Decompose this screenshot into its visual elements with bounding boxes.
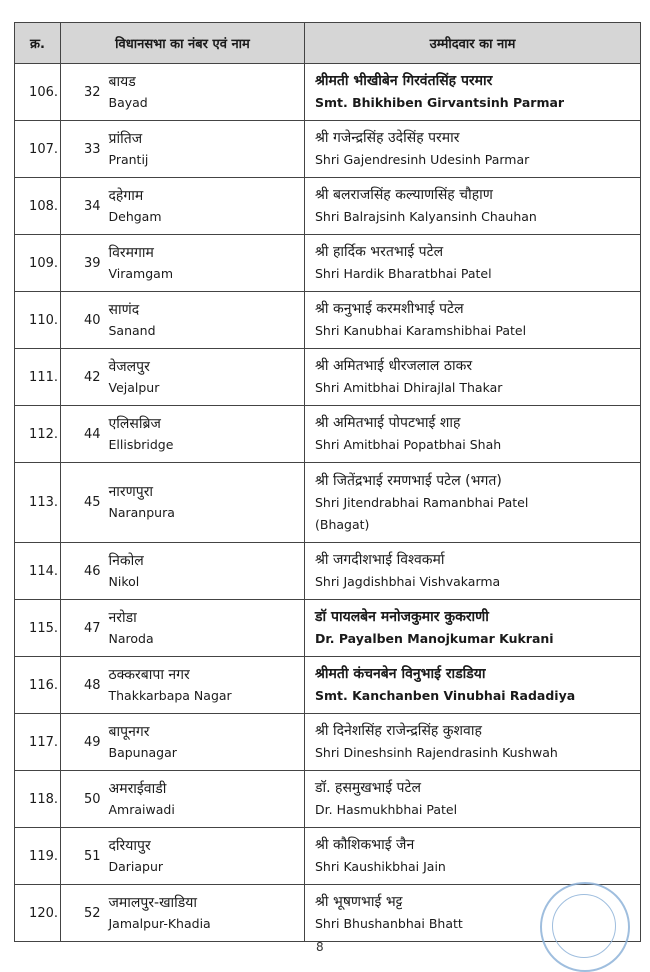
constituency-name-hindi: बायड	[108, 73, 136, 90]
candidate-name-english: Shri Kanubhai Karamshibhai Patel	[315, 323, 527, 338]
constituency-name-english: Ellisbridge	[108, 436, 174, 452]
constituency-name-hindi: नरोडा	[108, 609, 137, 626]
constituency-name-hindi: दरियापुर	[108, 837, 151, 854]
candidate-name-hindi: श्री दिनेशसिंह राजेन्द्रसिंह कुशवाह	[315, 723, 482, 739]
constituency-number: 32	[61, 64, 105, 121]
serial-number: 115.	[15, 600, 61, 657]
constituency-name-hindi: बापूनगर	[108, 723, 150, 740]
constituency-name	[105, 657, 305, 714]
constituency-number: 39	[61, 235, 105, 292]
candidate-name-english: Shri Balrajsinh Kalyansinh Chauhan	[315, 209, 537, 224]
constituency-name-english: Viramgam	[108, 265, 173, 281]
candidate-name-hindi: श्री बलराजसिंह कल्याणसिंह चौहाण	[315, 187, 493, 203]
table-row	[15, 121, 641, 178]
candidate-name-english: Shri Jitendrabhai Ramanbhai Patel	[315, 494, 529, 510]
serial-number: 111.	[15, 349, 61, 406]
constituency-name-english: Naroda	[108, 630, 154, 646]
candidate-name	[305, 349, 641, 406]
candidate-table	[14, 22, 641, 942]
candidate-name	[305, 714, 641, 771]
candidate-list-sheet	[14, 22, 640, 942]
header-constituency: विधानसभा का नंबर एवं नाम	[61, 23, 305, 64]
candidate-name-english: Shri Jagdishbhai Vishvakarma	[315, 574, 501, 589]
candidate-name	[305, 543, 641, 600]
table-row	[15, 600, 641, 657]
constituency-number: 33	[61, 121, 105, 178]
table-row	[15, 64, 641, 121]
candidate-name-hindi: डॉ पायलबेन मनोजकुमार कुकराणी	[315, 609, 489, 625]
constituency-number: 40	[61, 292, 105, 349]
header-candidate: उम्मीदवार का नाम	[305, 23, 641, 64]
constituency-name-hindi: एलिसब्रिज	[108, 415, 161, 432]
constituency-name-english: Jamalpur-Khadia	[108, 915, 211, 931]
constituency-name-english: Sanand	[108, 322, 156, 338]
page-number: 8	[316, 940, 324, 954]
candidate-name	[305, 292, 641, 349]
candidate-name	[305, 64, 641, 121]
constituency-name	[105, 178, 305, 235]
table-row	[15, 771, 641, 828]
table-row	[15, 349, 641, 406]
constituency-name-english: Bayad	[108, 94, 148, 110]
candidate-name-english: Dr. Payalben Manojkumar Kukrani	[315, 631, 554, 646]
candidate-name	[305, 600, 641, 657]
constituency-name	[105, 406, 305, 463]
table-row	[15, 235, 641, 292]
constituency-number: 34	[61, 178, 105, 235]
constituency-number: 47	[61, 600, 105, 657]
constituency-name	[105, 600, 305, 657]
candidate-name-english: Shri Amitbhai Dhirajlal Thakar	[315, 380, 503, 395]
table-row	[15, 657, 641, 714]
constituency-number: 42	[61, 349, 105, 406]
constituency-name	[105, 771, 305, 828]
candidate-name-hindi: डॉ. हसमुखभाई पटेल	[315, 780, 422, 796]
constituency-name-hindi: निकोल	[108, 552, 144, 569]
candidate-name-hindi: श्री अमितभाई धीरजलाल ठाकर	[315, 358, 473, 374]
table-row	[15, 178, 641, 235]
constituency-name	[105, 64, 305, 121]
constituency-name	[105, 463, 305, 543]
candidate-name	[305, 463, 641, 543]
candidate-name-hindi: श्रीमती कंचनबेन विनुभाई राडडिया	[315, 666, 486, 682]
candidate-name-hindi: श्री कौशिकभाई जैन	[315, 837, 415, 853]
serial-number: 120.	[15, 885, 61, 942]
constituency-number: 45	[61, 463, 105, 543]
constituency-name-english: Dehgam	[108, 208, 162, 224]
serial-number: 118.	[15, 771, 61, 828]
candidate-name-english: Shri Dineshsinh Rajendrasinh Kushwah	[315, 745, 558, 760]
serial-number: 113.	[15, 463, 61, 543]
candidate-name-english: Smt. Kanchanben Vinubhai Radadiya	[315, 688, 576, 703]
candidate-name-english: Shri Amitbhai Popatbhai Shah	[315, 437, 502, 452]
constituency-name-english: Bapunagar	[108, 744, 177, 760]
constituency-name-english: Prantij	[108, 151, 149, 167]
constituency-name-hindi: ठक्करबापा नगर	[108, 666, 190, 683]
serial-number: 112.	[15, 406, 61, 463]
constituency-name	[105, 885, 305, 942]
candidate-name-hindi: श्री गजेन्द्रसिंह उदेसिंह परमार	[315, 130, 460, 146]
serial-number: 117.	[15, 714, 61, 771]
constituency-name-english: Nikol	[108, 573, 140, 589]
constituency-number: 46	[61, 543, 105, 600]
candidate-name	[305, 406, 641, 463]
candidate-name	[305, 235, 641, 292]
constituency-name-hindi: वेजलपुर	[108, 358, 150, 375]
constituency-name-english: Vejalpur	[108, 379, 160, 395]
constituency-number: 52	[61, 885, 105, 942]
constituency-name	[105, 543, 305, 600]
table-row	[15, 463, 641, 543]
constituency-name-english: Dariapur	[108, 858, 164, 874]
candidate-name	[305, 828, 641, 885]
office-seal-inner-ring	[552, 894, 616, 958]
constituency-name	[105, 121, 305, 178]
serial-number: 108.	[15, 178, 61, 235]
constituency-name	[105, 292, 305, 349]
table-header-row	[15, 23, 641, 64]
candidate-name-hindi: श्री जगदीशभाई विश्वकर्मा	[315, 552, 445, 568]
candidate-name-hindi: श्री कनुभाई करमशीभाई पटेल	[315, 301, 464, 317]
constituency-name	[105, 349, 305, 406]
serial-number: 119.	[15, 828, 61, 885]
constituency-name-english: Thakkarbapa Nagar	[108, 687, 232, 703]
constituency-name	[105, 235, 305, 292]
office-seal-stamp	[540, 882, 630, 972]
candidate-name-english: Shri Kaushikbhai Jain	[315, 859, 446, 874]
constituency-name	[105, 828, 305, 885]
constituency-number: 50	[61, 771, 105, 828]
candidate-name-hindi: श्री जितेंद्रभाई रमणभाई पटेल (भगत)	[315, 472, 502, 489]
serial-number: 114.	[15, 543, 61, 600]
candidate-name	[305, 657, 641, 714]
constituency-number: 48	[61, 657, 105, 714]
candidate-name	[305, 178, 641, 235]
constituency-number: 44	[61, 406, 105, 463]
candidate-name-english: Smt. Bhikhiben Girvantsinh Parmar	[315, 95, 565, 110]
candidate-name-english: Shri Bhushanbhai Bhatt	[315, 916, 463, 931]
serial-number: 109.	[15, 235, 61, 292]
candidate-name-hindi: श्रीमती भीखीबेन गिरवंतसिंह परमार	[315, 73, 493, 89]
serial-number: 110.	[15, 292, 61, 349]
constituency-name-hindi: अमराईवाडी	[108, 780, 167, 797]
candidate-name-hindi: श्री अमितभाई पोपटभाई शाह	[315, 415, 461, 431]
candidate-name-hindi: श्री भूषणभाई भट्ट	[315, 894, 403, 910]
table-row	[15, 406, 641, 463]
candidate-name-english: Shri Hardik Bharatbhai Patel	[315, 266, 492, 281]
constituency-name-english: Amraiwadi	[108, 801, 175, 817]
serial-number: 116.	[15, 657, 61, 714]
constituency-name-english: Naranpura	[108, 505, 175, 520]
candidate-name	[305, 121, 641, 178]
header-serial: क्र.	[15, 23, 61, 64]
constituency-name	[105, 714, 305, 771]
serial-number: 107.	[15, 121, 61, 178]
table-row	[15, 543, 641, 600]
table-row	[15, 828, 641, 885]
constituency-name-hindi: जमालपुर-खाडिया	[108, 894, 198, 911]
serial-number: 106.	[15, 64, 61, 121]
candidate-name-english-suffix: (Bhagat)	[315, 516, 370, 532]
candidate-name	[305, 771, 641, 828]
constituency-name-hindi: प्रांतिज	[108, 130, 143, 147]
constituency-name-hindi: साणंद	[108, 301, 140, 318]
constituency-name-hindi: दहेगाम	[108, 187, 144, 204]
candidate-name-hindi: श्री हार्दिक भरतभाई पटेल	[315, 244, 444, 260]
constituency-name-hindi: नारणपुरा	[108, 484, 154, 500]
constituency-number: 49	[61, 714, 105, 771]
table-row	[15, 714, 641, 771]
candidate-name-english: Dr. Hasmukhbhai Patel	[315, 802, 458, 817]
table-row	[15, 292, 641, 349]
candidate-name-english: Shri Gajendresinh Udesinh Parmar	[315, 152, 530, 167]
constituency-number: 51	[61, 828, 105, 885]
constituency-name-hindi: विरमगाम	[108, 244, 154, 261]
